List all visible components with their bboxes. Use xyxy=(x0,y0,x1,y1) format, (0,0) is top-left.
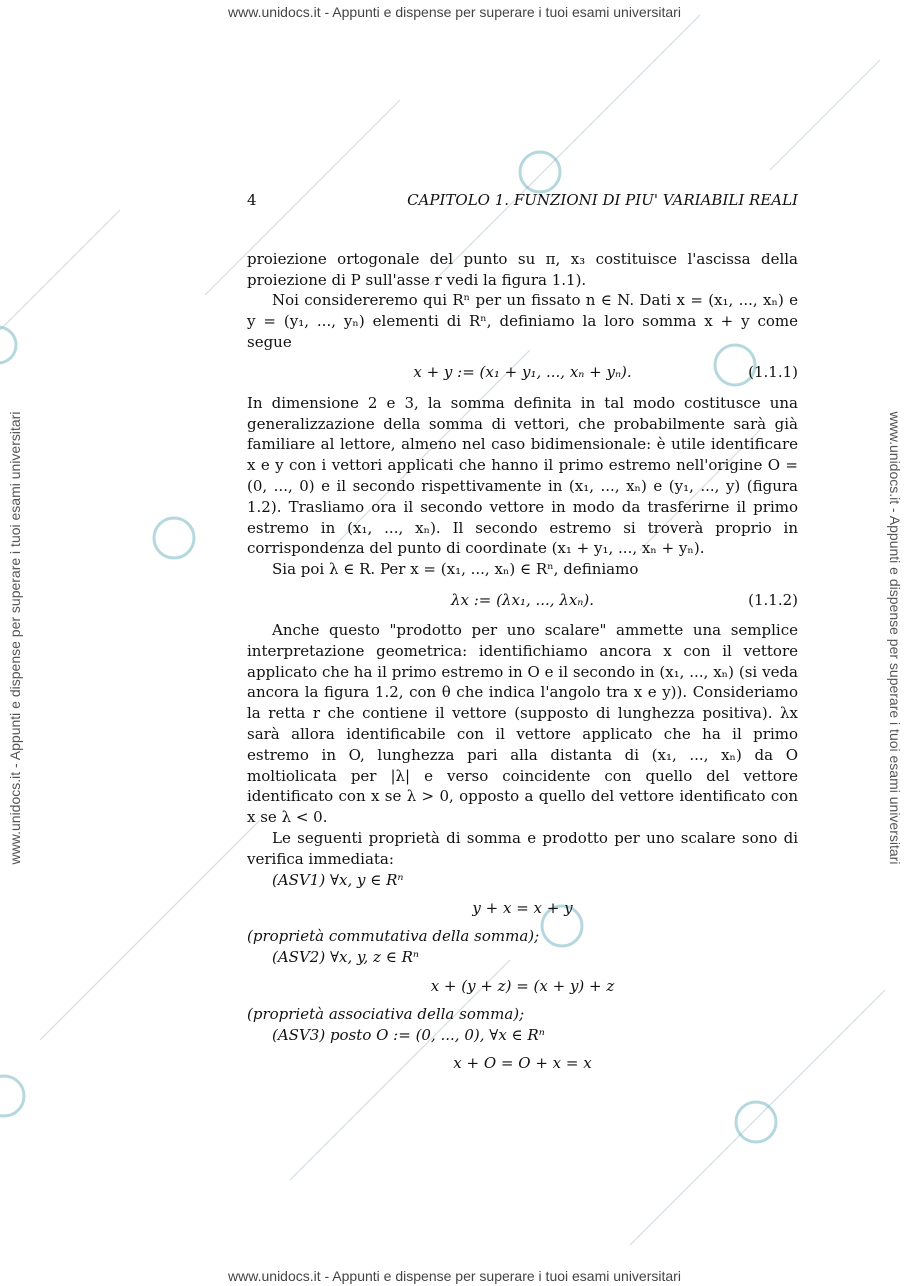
document-page xyxy=(247,190,798,1082)
asv3-equation xyxy=(247,1046,798,1082)
page-header xyxy=(247,190,798,211)
equation-1-1-1-formula: x + y := (x₁ + y₁, ..., xₙ + yₙ). xyxy=(413,363,632,382)
paragraph-5: Anche questo "prodotto per uno scalare" ammette una semplice interpretazione geometrica: identifichiamo ancora x con il vettore applicato che ha il primo estremo in O e il secondo in (x₁, ..., xₙ) (si veda ancora la figura 1.2, con θ che indica l'angolo tra x e y)). Consideriamo la retta r che contiene il vettore (supposto di lunghezza positiva). λx sarà allora identificabile con il vettore applicato che ha il primo estremo in O, lunghezza pari alla distanta di (x₁, ..., xₙ) da O moltiolicata per |λ| e verso coincidente con quello del vettore identificato con x se λ > 0, opposto a quello del vettore identificato con x se λ < 0. xyxy=(247,620,798,827)
paragraph-3: In dimensione 2 e 3, la somma definita in tal modo costitusce una generalizzazione della somma di vettori, che probabilmente sarà già familiare al lettore, almeno nel caso bidimensionale: è utile identificare x e y con i vettori applicati che hanno il primo estremo nell'origine O = (0, ..., 0) e il secondo rispettivamente in (x₁, ..., xₙ) e (y₁, ..., y) (figura 1.2). Trasliamo ora il secondo vettore in modo da trasferirne il primo estremo in (x₁, ..., xₙ). Il secondo estremo si troverà proprio in corrispondenza del punto di coordinate (x₁ + y₁, ..., xₙ + yₙ). xyxy=(247,393,798,558)
paragraph-1: proiezione ortogonale del punto su π, x₃ costituisce l'ascissa della proiezione di P sull'asse r vedi la figura 1.1). xyxy=(247,249,798,289)
asv1-equation xyxy=(247,890,798,926)
asv1-formula: y + x = x + y xyxy=(472,898,573,917)
asv3-formula: x + O = O + x = x xyxy=(453,1054,592,1073)
equation-1-1-2-number: (1.1.2) xyxy=(748,590,798,609)
paragraph-4: Sia poi λ ∈ R. Per x = (x₁, ..., xₙ) ∈ Rⁿ, definiamo xyxy=(272,560,639,579)
chapter-title: CAPITOLO 1. FUNZIONI DI PIU' VARIABILI REALI xyxy=(407,191,798,209)
equation-1-1-1-number: (1.1.1) xyxy=(748,363,798,382)
page-number: 4 xyxy=(247,191,257,209)
equation-1-1-1 xyxy=(247,353,798,393)
asv3-label: (ASV3) posto O := (0, ..., 0), ∀x ∈ Rⁿ xyxy=(272,1025,545,1044)
paragraph-6: Le seguenti proprietà di somma e prodotto per uno scalare sono di verifica immediata: xyxy=(247,828,798,868)
asv1-label: (ASV1) ∀x, y ∈ Rⁿ xyxy=(272,870,404,889)
equation-1-1-2 xyxy=(247,580,798,620)
bottom-watermark-banner: www.unidocs.it - Appunti e dispense per superare i tuoi esami universitari xyxy=(228,1268,681,1284)
equation-1-1-2-formula: λx := (λx₁, ..., λxₙ). xyxy=(451,590,594,609)
asv2-label: (ASV2) ∀x, y, z ∈ Rⁿ xyxy=(272,948,419,967)
asv1-note: (proprietà commutativa della somma); xyxy=(247,927,540,946)
top-watermark-banner: www.unidocs.it - Appunti e dispense per superare i tuoi esami universitari xyxy=(228,4,681,20)
left-side-watermark: www.unidocs.it - Appunti e dispense per superare i tuoi esami universitari xyxy=(7,411,23,865)
right-side-watermark: www.unidocs.it - Appunti e dispense per superare i tuoi esami universitari xyxy=(887,411,903,865)
asv2-formula: x + (y + z) = (x + y) + z xyxy=(430,976,615,995)
paragraph-2: Noi considereremo qui Rⁿ per un fissato n ∈ N. Dati x = (x₁, ..., xₙ) e y = (y₁, ..., yₙ) elementi di Rⁿ, definiamo la loro somma x + y come segue xyxy=(247,291,798,351)
asv2-note: (proprietà associativa della somma); xyxy=(247,1004,525,1023)
asv2-equation xyxy=(247,968,798,1004)
